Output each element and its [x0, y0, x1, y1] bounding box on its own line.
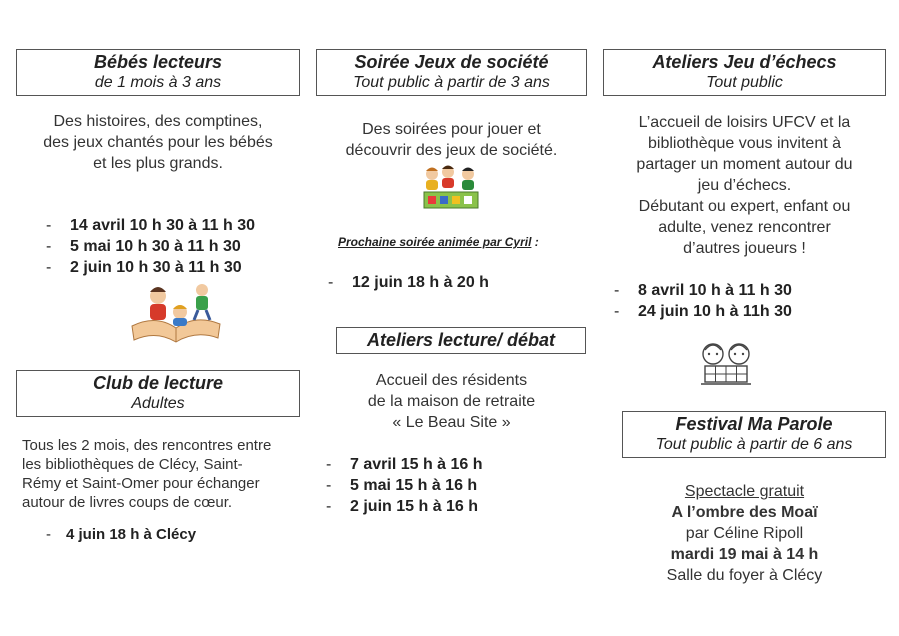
- date-item: - 7 avril 15 h à 16 h: [326, 456, 483, 473]
- event-name: A l’ombre des Moaï: [671, 504, 818, 521]
- ateliers-echecs-title: Ateliers Jeu d’échecs: [652, 52, 837, 72]
- next-session-label: Prochaine soirée animée par Cyril :: [338, 235, 539, 249]
- date-item: - 4 juin 18 h à Clécy: [46, 526, 197, 543]
- ateliers-lecture-description: Accueil des résidents de la maison de retraite « Le Beau Site »: [367, 372, 536, 431]
- soiree-jeux-subtitle: Tout public à partir de 3 ans: [353, 74, 550, 91]
- children-reading-illustration: [128, 276, 224, 348]
- festival-event-details: [603, 481, 886, 586]
- bebes-lecteurs-header: [16, 49, 300, 96]
- club-lecture-header: [16, 370, 300, 417]
- event-performer: par Céline Ripoll: [685, 525, 804, 542]
- ateliers-lecture-dates: [326, 454, 483, 517]
- club-lecture-subtitle: Adultes: [131, 395, 185, 412]
- date-item: - 5 mai 15 h à 16 h: [326, 477, 478, 494]
- club-lecture-dates: [46, 524, 196, 545]
- ateliers-lecture-header: [336, 327, 586, 354]
- bebes-lecteurs-dates: [46, 215, 255, 278]
- date-item: - 2 juin 15 h à 16 h: [326, 498, 479, 515]
- festival-header: [622, 411, 886, 458]
- bebes-lecteurs-title: Bébés lecteurs: [93, 52, 223, 72]
- soiree-jeux-dates: [328, 272, 489, 293]
- bebes-lecteurs-description: Des histoires, des comptines, des jeux chantés pour les bébés et les plus grands.: [43, 113, 273, 172]
- date-item: - 24 juin 10 h à 11h 30: [614, 303, 792, 320]
- date-item: - 2 juin 10 h 30 à 11 h 30: [46, 259, 242, 276]
- soiree-jeux-description: Des soirées pour jouer et découvrir des jeux de société.: [345, 121, 558, 159]
- ateliers-echecs-subtitle: Tout public: [706, 74, 783, 91]
- ateliers-lecture-title: Ateliers lecture/ débat: [366, 330, 556, 350]
- ateliers-echecs-dates: [614, 280, 792, 322]
- date-item: - 14 avril 10 h 30 à 11 h 30: [46, 217, 256, 234]
- soiree-jeux-title: Soirée Jeux de société: [354, 52, 549, 72]
- date-item: - 5 mai 10 h 30 à 11 h 30: [46, 238, 241, 255]
- bebes-lecteurs-subtitle: de 1 mois à 3 ans: [94, 74, 222, 91]
- date-item: - 12 juin 18 h à 20 h: [328, 274, 489, 291]
- date-item: - 8 avril 10 h à 11 h 30: [614, 282, 792, 299]
- soiree-jeux-header: [316, 49, 587, 96]
- ateliers-echecs-header: [603, 49, 886, 96]
- event-place: Salle du foyer à Clécy: [666, 567, 823, 584]
- club-lecture-description: Tous les 2 mois, des rencontres entre les bibliothèques de Clécy, Saint- Rémy et Saint-Omer pour échanger autour de livres coups de cœur.: [22, 437, 272, 511]
- ateliers-echecs-description: L’accueil de loisirs UFCV et la bibliothèque vous invitent à partager un moment autour du jeu d’échecs. Débutant ou expert, enfant ou adulte, venez rencontrer d’autres joueurs !: [636, 114, 853, 257]
- festival-title: Festival Ma Parole: [675, 414, 833, 434]
- chess-kids-illustration: [697, 340, 755, 390]
- event-date: mardi 19 mai à 14 h: [670, 546, 819, 563]
- event-label: Spectacle gratuit: [684, 483, 805, 500]
- festival-subtitle: Tout public à partir de 6 ans: [655, 436, 853, 453]
- club-lecture-title: Club de lecture: [92, 373, 224, 393]
- board-games-illustration: [418, 162, 484, 214]
